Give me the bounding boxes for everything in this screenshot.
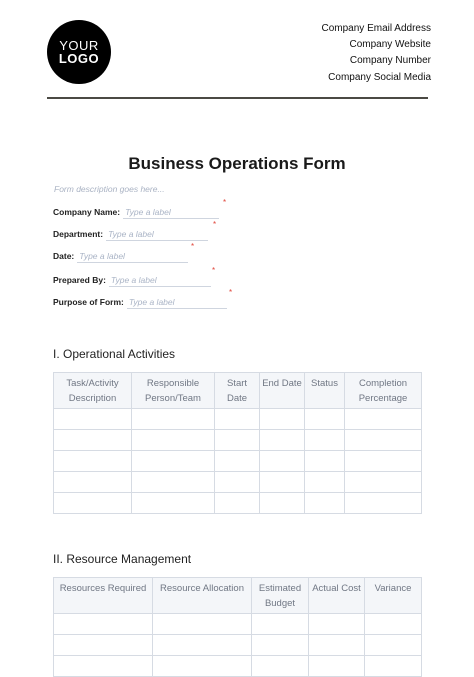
table-cell[interactable] — [305, 430, 345, 451]
table-row — [54, 635, 422, 656]
field-label: Department: — [53, 229, 104, 239]
table-row — [54, 430, 422, 451]
purpose-of-form-input[interactable]: Type a label — [127, 297, 227, 309]
column-header: Actual Cost — [309, 578, 365, 614]
table-cell[interactable] — [260, 493, 305, 514]
field-label: Date: — [53, 251, 75, 261]
table-cell[interactable] — [305, 409, 345, 430]
table-cell[interactable] — [153, 614, 252, 635]
table-cell[interactable] — [345, 493, 422, 514]
column-header: Task/Activity Description — [54, 373, 132, 409]
logo-line-1: YOUR — [59, 38, 99, 53]
table-cell[interactable] — [215, 409, 260, 430]
table-cell[interactable] — [215, 451, 260, 472]
field-purpose-of-form — [53, 288, 233, 309]
required-asterisk: * — [213, 220, 217, 229]
table-cell[interactable] — [54, 656, 153, 677]
header-divider — [47, 97, 428, 99]
table-cell[interactable] — [153, 656, 252, 677]
table-cell[interactable] — [260, 451, 305, 472]
table-cell[interactable] — [309, 656, 365, 677]
table-cell[interactable] — [153, 635, 252, 656]
prepared-by-input[interactable]: Type a label — [109, 275, 211, 287]
department-input[interactable]: Type a label — [106, 229, 208, 241]
table-cell[interactable] — [132, 451, 215, 472]
table-row — [54, 656, 422, 677]
field-date — [53, 242, 195, 263]
section-title-operational-activities: I. Operational Activities — [53, 347, 176, 361]
table-cell[interactable] — [252, 635, 309, 656]
field-prepared-by — [53, 266, 216, 287]
table-cell[interactable] — [305, 472, 345, 493]
company-info — [322, 21, 432, 86]
table-row — [54, 409, 422, 430]
column-header: Variance — [365, 578, 422, 614]
table-cell[interactable] — [345, 472, 422, 493]
logo-line-2: LOGO — [58, 51, 100, 66]
field-department — [53, 220, 217, 241]
company-email: Company Email Address — [321, 23, 431, 34]
table-cell[interactable] — [260, 430, 305, 451]
field-label: Purpose of Form: — [53, 297, 124, 307]
table-cell[interactable] — [345, 409, 422, 430]
table-cell[interactable] — [345, 451, 422, 472]
table-cell[interactable] — [54, 409, 132, 430]
table-cell[interactable] — [305, 493, 345, 514]
required-asterisk: * — [229, 288, 233, 297]
required-asterisk: * — [191, 242, 195, 251]
table-cell[interactable] — [365, 635, 422, 656]
table-cell[interactable] — [132, 493, 215, 514]
date-input[interactable]: Type a label — [77, 251, 188, 263]
table-row — [54, 614, 422, 635]
company-name-input[interactable]: Type a label — [123, 207, 219, 219]
table-row — [54, 451, 422, 472]
table-cell[interactable] — [260, 409, 305, 430]
table-cell[interactable] — [132, 409, 215, 430]
company-logo — [47, 20, 111, 84]
table-cell[interactable] — [345, 430, 422, 451]
table-cell[interactable] — [365, 614, 422, 635]
table-cell[interactable] — [305, 451, 345, 472]
table-cell[interactable] — [252, 614, 309, 635]
table-cell[interactable] — [54, 451, 132, 472]
table-cell[interactable] — [252, 656, 309, 677]
column-header: Resource Allocation — [153, 578, 252, 614]
field-company-name — [53, 198, 227, 219]
table-cell[interactable] — [215, 430, 260, 451]
table-cell[interactable] — [365, 656, 422, 677]
column-header: End Date — [260, 373, 305, 409]
table-cell[interactable] — [54, 472, 132, 493]
table-cell[interactable] — [54, 635, 153, 656]
company-website: Company Website — [349, 39, 431, 51]
table-cell[interactable] — [132, 472, 215, 493]
table-cell[interactable] — [215, 472, 260, 493]
table-cell[interactable] — [54, 493, 132, 514]
table-cell[interactable] — [54, 430, 132, 451]
company-number: Company Number — [349, 55, 431, 67]
section-title-resource-management: II. Resource Management — [53, 552, 192, 566]
table-cell[interactable] — [309, 614, 365, 635]
operational-activities-table — [53, 372, 422, 514]
form-description-placeholder[interactable]: Form description goes here... — [54, 184, 165, 194]
column-header: Resources Required — [54, 578, 153, 614]
table-cell[interactable] — [132, 430, 215, 451]
required-asterisk: * — [223, 198, 227, 207]
table-row — [54, 493, 422, 514]
company-social-media: Company Social Media — [328, 71, 431, 83]
column-header: Responsible Person/Team — [132, 373, 215, 409]
resource-management-table — [53, 577, 422, 677]
table-cell[interactable] — [309, 635, 365, 656]
column-header: Estimated Budget — [252, 578, 309, 614]
column-header: Completion Percentage — [345, 373, 422, 409]
field-label: Company Name: — [53, 207, 121, 217]
form-title: Business Operations Form — [128, 154, 346, 173]
required-asterisk: * — [212, 266, 216, 275]
table-cell[interactable] — [215, 493, 260, 514]
table-row — [54, 472, 422, 493]
field-label: Prepared By: — [53, 275, 106, 285]
table-cell[interactable] — [54, 614, 153, 635]
column-header: Status — [305, 373, 345, 409]
table-cell[interactable] — [260, 472, 305, 493]
column-header: Start Date — [215, 373, 260, 409]
